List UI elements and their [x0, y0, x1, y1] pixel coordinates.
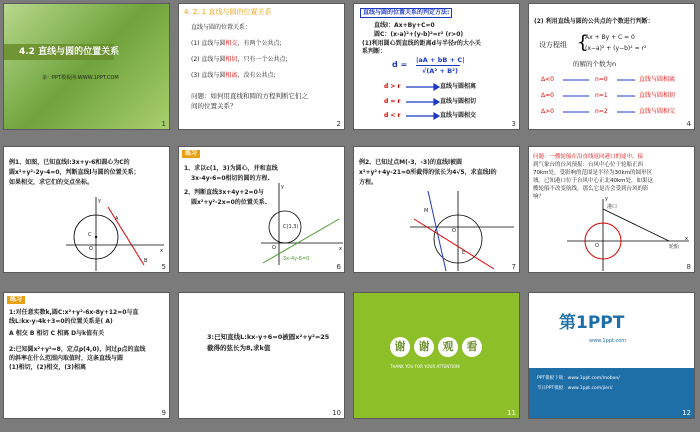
- coordinate-figure: [4, 147, 170, 273]
- example-line-3: 方程。: [359, 179, 378, 186]
- slide-number: 6: [336, 263, 341, 271]
- slide-title: 4.2 直线与圆的位置关系: [19, 47, 120, 57]
- slide-number: 1: [161, 120, 166, 128]
- example-line-3: 如果相交，求它们的交点坐标。: [9, 179, 94, 186]
- slide-4-thumbnail[interactable]: [528, 3, 695, 130]
- label-y: y: [605, 196, 608, 202]
- label-ship: 轮船: [669, 244, 680, 250]
- case-2-rel: 直线与圆相切: [440, 98, 477, 105]
- practice-line-4: 2:已知圆x²+y²=8，定点p(4,0)，问过p点的直线: [9, 346, 146, 353]
- label-port: 港口: [607, 204, 618, 210]
- slide-number: 9: [161, 409, 166, 417]
- practice-line-2: 截得的弦长为8,求k值: [207, 344, 271, 352]
- slide-number: 12: [682, 409, 691, 417]
- circle-equation: 圆C：(x-a)²+(y-b)²=r² (r>0): [374, 31, 464, 38]
- case-3-rel: 直线与圆相交: [440, 112, 477, 119]
- logo-1ppt: 第1PPT: [559, 313, 625, 333]
- slide-3-thumbnail[interactable]: [353, 3, 520, 130]
- line-l2: [428, 191, 446, 271]
- method-2-title: (2) 利用直线与圆的公共点的个数进行判断：: [534, 18, 654, 25]
- coordinate-figure: [354, 147, 520, 273]
- case-2-cond: d = r: [384, 98, 401, 105]
- arrows-graphic: [354, 4, 520, 130]
- label-x: x: [160, 248, 163, 254]
- slide-number: 2: [336, 120, 341, 128]
- label-c: C: [88, 232, 92, 238]
- practice-tag: 练习: [7, 296, 25, 304]
- label-e: E: [462, 250, 466, 256]
- slide-11-thumbnail[interactable]: [353, 292, 520, 419]
- arrows-graphic: [529, 4, 695, 130]
- case-3-cond: d < r: [384, 112, 401, 119]
- ship-route: [603, 209, 669, 241]
- label-m: M: [424, 208, 429, 214]
- practice-line-3: 2、判断直线3x+4y+2=0与: [184, 189, 264, 196]
- case-2-cond: Δ=0: [541, 92, 554, 99]
- section-heading: 4. 2. 1 直线与圆的位置关系: [184, 8, 272, 16]
- line-equation: 直线l：Ax+By+C=0: [374, 22, 435, 29]
- example-line-2: 圆x²+y²-2y-4=0，判断直线l与圆的位置关系；: [9, 169, 140, 176]
- system-suffix: 的解的个数为n: [573, 60, 617, 68]
- case-1-rel: 直线与圆相离: [639, 76, 676, 83]
- label-o: O: [452, 228, 456, 234]
- label-c: C(1,3): [283, 224, 299, 230]
- practice-line-2: 3x-4y-6=0相切的圆的方程.: [191, 175, 270, 182]
- practice-tag: 练习: [182, 150, 200, 158]
- problem-line-6: 响？: [533, 194, 545, 200]
- practice-line-4: 圆x²+y²-2x=0的位置关系.: [191, 199, 268, 206]
- case-3-cond: Δ>0: [541, 108, 554, 115]
- question-line-1: 问题：如何用直线和圆的方程判断它们之: [191, 92, 308, 100]
- slide-9-thumbnail[interactable]: [3, 292, 170, 419]
- slide-number: 5: [161, 263, 166, 271]
- practice-line-3: A 相交 B 相切 C 相离 D与k值有关: [9, 330, 105, 337]
- arrowhead-3: [434, 113, 439, 119]
- line-l: [108, 207, 144, 265]
- practice-line-1: 1、求以c(1，3)为圆心，并和直线: [184, 165, 278, 172]
- slide-number: 4: [686, 120, 691, 128]
- slide-number: 7: [511, 263, 516, 271]
- intro-text: 直线与圆的位置关系：: [191, 24, 252, 31]
- label-o: O: [89, 246, 93, 252]
- label-x: x: [339, 246, 342, 252]
- problem-line-3: 70km处，受影响的范围是半径为30km的圆形区: [533, 170, 653, 176]
- label-y: y: [98, 198, 101, 204]
- arrowhead-2: [434, 99, 439, 105]
- thanks-subtitle: THANK YOU FOR YOUR ATTENTION!: [390, 364, 461, 369]
- arrowhead-1: [434, 84, 439, 90]
- case-3-rel: 直线与圆相交: [639, 108, 676, 115]
- example-line-1: 例2、已知过点M(-3，-3)的直线l被圆: [359, 159, 463, 166]
- relation-line-1: (1) 直线与圆相交，有两个公共点;: [191, 40, 282, 47]
- slide-5-thumbnail[interactable]: [3, 146, 170, 273]
- system-eq-2: (x−a)² + (y−b)² = r²: [585, 45, 647, 52]
- footer-line-2: 节日PPT模板：www.1ppt.com/jieri/: [537, 386, 613, 391]
- relation-line-2: (2) 直线与圆相切，只有一个公共点;: [191, 56, 288, 63]
- problem-line-4: 域。已知港口位于台风中心正北40km处，如果这: [533, 178, 654, 184]
- label-line: 3x-4y-6=0: [283, 256, 310, 262]
- slide-8-thumbnail[interactable]: [528, 146, 695, 273]
- case-1-rel: 直线与圆相离: [440, 83, 477, 90]
- slide-number: 10: [332, 409, 341, 417]
- slide-number: 11: [507, 409, 516, 417]
- slide-6-thumbnail[interactable]: [178, 146, 345, 273]
- practice-line-1: 3:已知直线L:kx-y+6=0被圆x²+y²=25: [207, 333, 330, 341]
- center-point: [95, 236, 97, 238]
- system-prefix: 设方程组: [539, 41, 567, 49]
- relation-line-3: (3) 直线与圆相离，没有公共点;: [191, 72, 276, 79]
- thanks-char-4: 看: [462, 337, 482, 357]
- problem-line-2: 到气象台的台风预报：台风中心位于轮船正西: [533, 162, 644, 168]
- label-x: x: [685, 236, 688, 242]
- case-1-n: n=0: [595, 76, 608, 83]
- formula-d: d =: [392, 60, 408, 69]
- slide-12-thumbnail[interactable]: [528, 292, 695, 419]
- example-line-2: x²+y²+4y-21=0所截得的弦长为4√5，求直线l的: [359, 169, 497, 176]
- label-o: O: [595, 243, 599, 249]
- thanks-char-3: 观: [438, 337, 458, 357]
- practice-line-6: (1)相切，(2)相交，(3)相离: [9, 364, 86, 371]
- problem-line-1: 问题：一艘轮船在沿直线返回港口的途中，接: [533, 154, 644, 160]
- problem-line-5: 艘轮船不改变航线，那么它是否会受到台风的影: [533, 186, 649, 192]
- question-line-2: 间的位置关系？: [191, 102, 237, 110]
- practice-line-5: 的斜率在什么范围内取值时，这条直线与圆: [9, 355, 124, 362]
- slide-number: 3: [511, 120, 516, 128]
- slide-1-thumbnail[interactable]: [3, 3, 170, 130]
- formula-numerator: |aA + bB + C|: [416, 56, 465, 64]
- slide-2-thumbnail[interactable]: [178, 3, 345, 130]
- brace-icon: {: [577, 32, 589, 53]
- practice-line-1: 1:对任意实数k,圆C:x²+y²-6x-8y+12=0与直: [9, 309, 139, 316]
- system-eq-1: Ax + By + C = 0: [585, 34, 635, 41]
- logo-site: www.1ppt.com: [589, 338, 627, 344]
- method-1-text: (1)利用圆心到直线的距离d与半径r的大小关: [362, 40, 481, 47]
- coordinate-figure: [179, 147, 345, 273]
- label-b: B: [144, 258, 148, 264]
- example-line-1: 例1、如图，已知直线l:3x+y-6和圆心为C的: [9, 159, 130, 166]
- thanks-char-1: 谢: [390, 337, 410, 357]
- label-a: A: [115, 216, 119, 222]
- thanks-char-2: 谢: [414, 337, 434, 357]
- method-title: 直线与圆的位置关系的判定方法:: [360, 8, 452, 18]
- case-2-rel: 直线与圆相切: [639, 92, 676, 99]
- footer-line-1: PPT模板下载：www.1ppt.com/moban/: [537, 376, 620, 381]
- case-2-n: n=1: [595, 92, 608, 99]
- case-3-n: n=2: [595, 108, 608, 115]
- slide-subtitle: 第一PPT模板网-WWW.1PPT.COM: [42, 75, 119, 81]
- case-1-cond: Δ<0: [541, 76, 554, 83]
- slide-7-thumbnail[interactable]: [353, 146, 520, 273]
- slide-10-thumbnail[interactable]: [178, 292, 345, 419]
- case-1-cond: d > r: [384, 83, 401, 90]
- formula-denominator: √(A² + B²): [422, 67, 458, 75]
- slide-number: 8: [686, 263, 691, 271]
- label-y: y: [281, 184, 284, 190]
- label-o: O: [272, 245, 276, 251]
- method-1-text-2: 系判断：: [362, 48, 387, 55]
- practice-line-2: 线L:kx-y-4k+3=0的位置关系是( A): [9, 318, 113, 325]
